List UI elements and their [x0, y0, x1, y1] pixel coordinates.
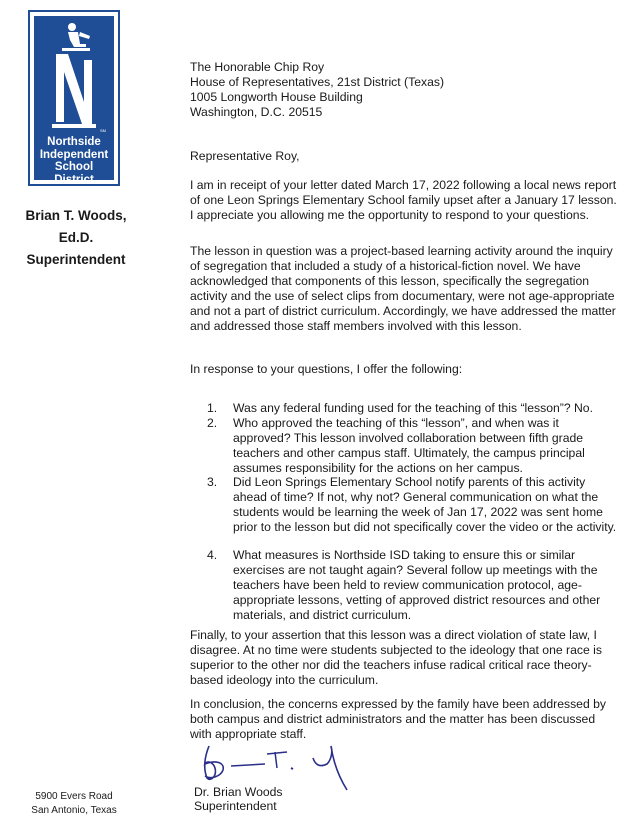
address-line: 5900 Evers Road — [35, 791, 113, 802]
address-line: San Antonio, Texas — [31, 805, 117, 816]
list-text: Who approved the teaching of this “lesson”, and when was it approved? This lesson involved collaboration between fifth grade teachers and other campus staff. Ultimately, the campus principal assumes responsibility for the actions on her campus. — [233, 416, 585, 475]
closing-name: Dr. Brian Woods — [194, 785, 283, 799]
service-mark: SM — [100, 128, 106, 133]
logo-line: District — [54, 173, 94, 186]
list-number: 3. — [207, 475, 218, 489]
logo-line: School — [54, 161, 94, 173]
sender-name: Brian T. Woods, Ed.D. — [25, 208, 127, 245]
closing-title: Superintendent — [194, 799, 277, 813]
salutation: Representative Roy, — [190, 149, 300, 163]
list-text: Was any federal funding used for the teaching of this “lesson”? No. — [233, 401, 593, 415]
paragraph-finally: Finally, to your assertion that this lesson was a direct violation of state law, I disagree. At no time were students subjected to the ideology that one race is superior to the other nor did the teachers infuse radical critical race theory-based ideology into the curriculum. — [190, 628, 602, 687]
logo-line: Independent — [39, 148, 109, 161]
logo-text — [34, 136, 114, 186]
list-number: 2. — [207, 416, 218, 430]
recipient-line: House of Representatives, 21st District (Texas) — [190, 75, 445, 89]
closing-block — [194, 785, 283, 813]
sender-block — [16, 205, 136, 271]
paragraph-lesson: The lesson in question was a project-based learning activity around the inquiry of segregation that included a study of a historical-fiction novel. We have acknowledged that components of this lesson, specifically the segregation activity and the use of select clips from documentary, were not age-appropriate and not a part of district curriculum. Accordingly, we have addressed the matter and addressed those staff members involved with this lesson. — [190, 244, 616, 333]
recipient-line: 1005 Longworth House Building — [190, 90, 363, 104]
sender-address — [14, 790, 134, 818]
recipient-line: Washington, D.C. 20515 — [190, 105, 323, 119]
paragraph-response: In response to your questions, I offer the following: — [190, 362, 463, 376]
list-number: 4. — [207, 548, 218, 562]
recipient-address — [190, 60, 444, 120]
sender-title: Superintendent — [26, 252, 126, 267]
recipient-line: The Honorable Chip Roy — [190, 60, 325, 74]
paragraph-intro: I am in receipt of your letter dated March 17, 2022 following a local news report of one Leon Springs Elementary School family upset after a January 17 lesson. I appreciate you allowing me the opportunity to respond to your questions. — [190, 178, 617, 222]
list-text: What measures is Northside ISD taking to ensure this or similar exercises are not taught again? Several follow up meetings with the teachers have been held to review communication protocol, age-appropriate lessons, vetting of approved district resources and other materials, and district curriculum. — [233, 548, 601, 622]
district-logo — [28, 10, 120, 186]
list-text: Did Leon Springs Elementary School notify parents of this activity ahead of time? If not, why not? General communication on what the students would be learning the week of Jan 17, 2022 was sent home prior to the lesson but did not specifically cover the video or the activity. — [233, 475, 617, 534]
list-number: 1. — [207, 401, 218, 415]
logo-background — [34, 16, 114, 186]
logo-line: Northside — [47, 136, 101, 148]
paragraph-conclusion: In conclusion, the concerns expressed by the family have been addressed by both campus and district administrators and the matter has been discussed with appropriate staff. — [190, 697, 606, 741]
